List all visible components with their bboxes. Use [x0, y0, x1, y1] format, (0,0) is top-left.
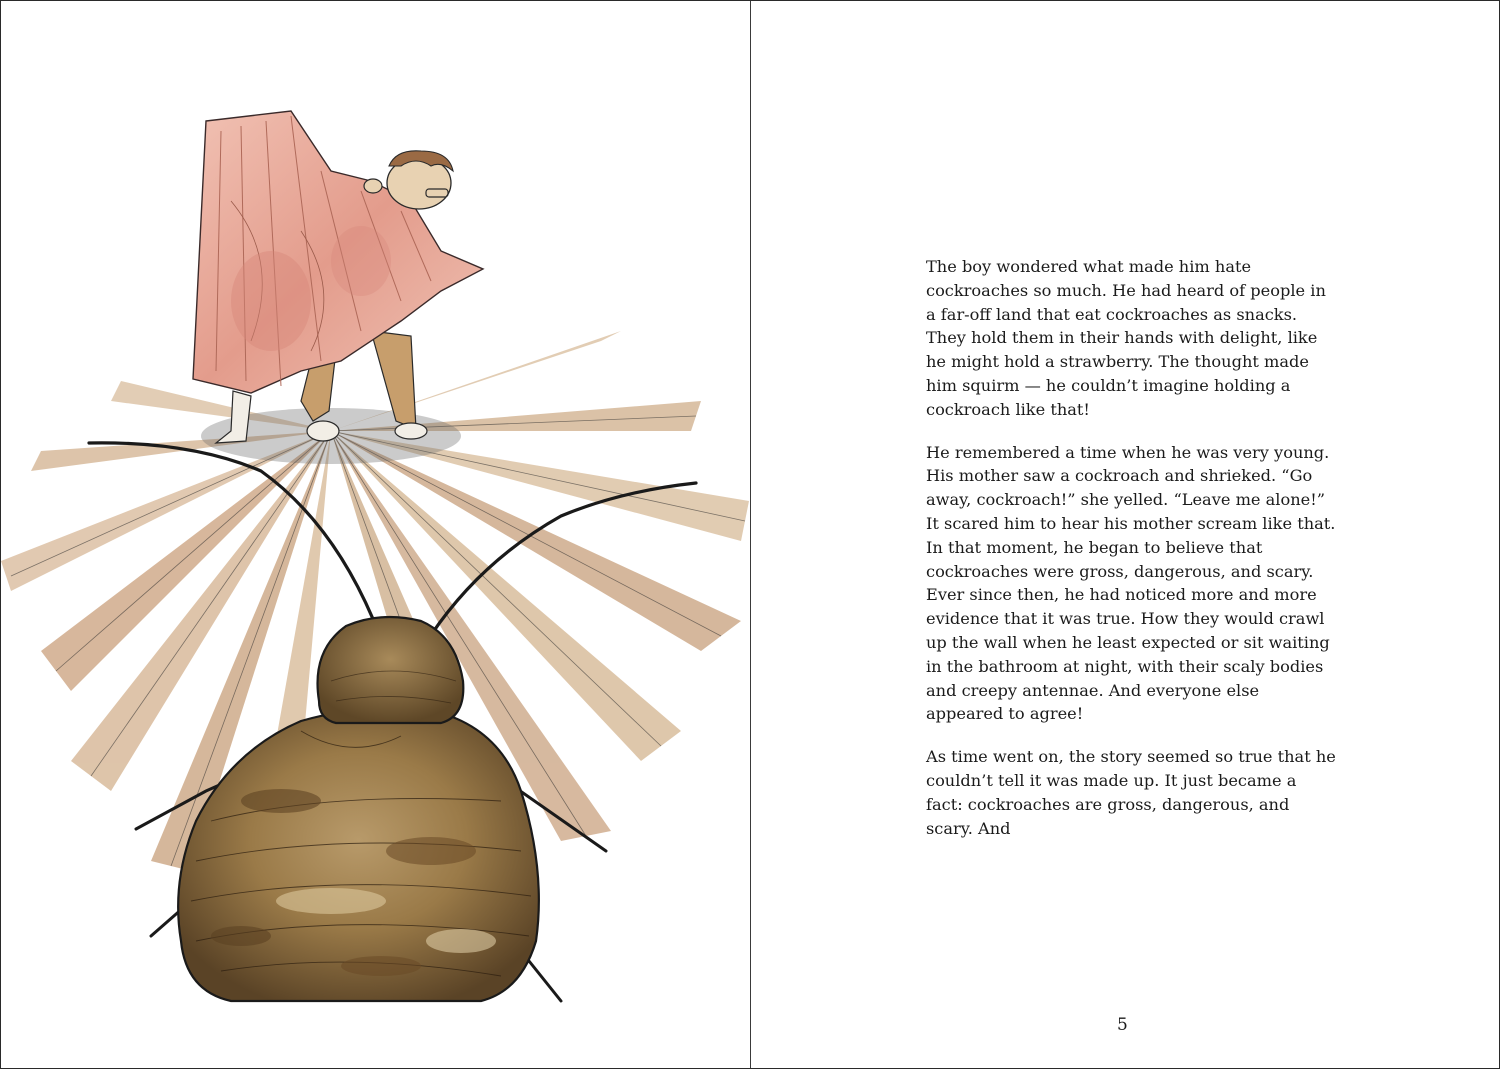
right-page	[751, 1, 1499, 1068]
story-text	[926, 255, 1336, 859]
page-number: 5	[1117, 1015, 1128, 1035]
cockroach-head	[318, 617, 464, 723]
left-page	[1, 1, 750, 1068]
paragraph-1: The boy wondered what made him hate cockroaches so much. He had heard of people in a far-off land that eat cockroaches as snacks. They hold them in their hands with delight, like he might hold a strawberry. The thought made him squirm — he couldn’t imagine holding a cockroach like that!	[926, 257, 1326, 419]
paragraph-2: He remembered a time when he was very young. His mother saw a cockroach and shrieked. “Go away, cockroach!” she yelled. “Leave me alone!” It scared him to hear his mother scream like that. In that moment, he began to believe that cockroaches were gross, dangerous, and scary. Ever since then, he had noticed more and more evidence that it was true. How they would crawl up the wall when he least expected or sit waiting in the bathroom at night, with their scaly bodies and creepy antennae. And everyone else appeared to agree!	[926, 442, 1336, 724]
paragraph-3: As time went on, the story seemed so true that he couldn’t tell it was made up. It just became a fact: cockroaches are gross, dangerous, and scary. And	[926, 747, 1336, 838]
cockroach-illustration	[1, 1, 750, 1068]
curtain	[193, 111, 483, 393]
